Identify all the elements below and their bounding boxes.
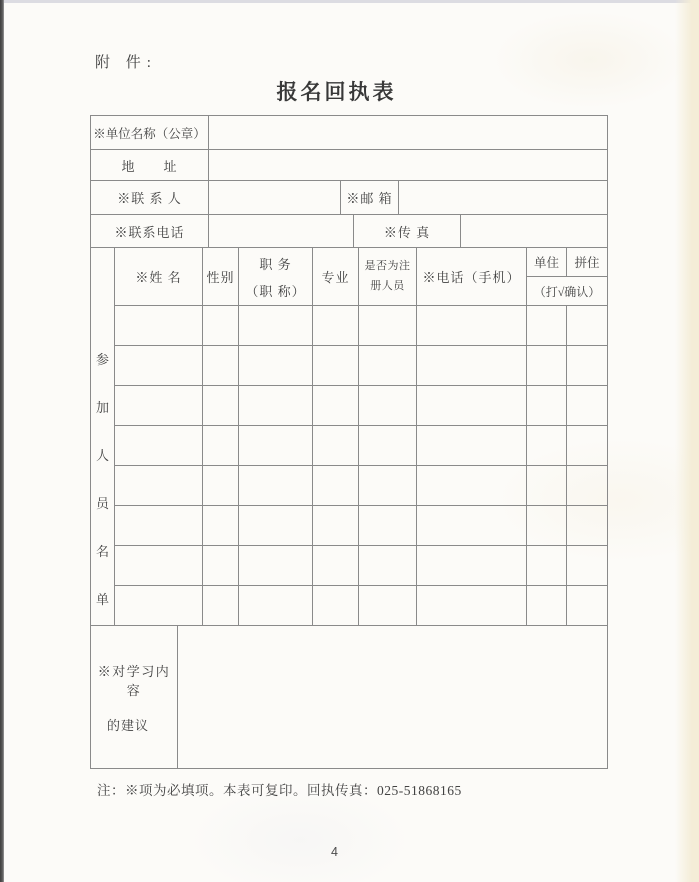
participant-name-cell <box>115 386 203 426</box>
col-header-major: 专业 <box>313 248 359 306</box>
participant-gender-cell <box>203 346 239 386</box>
participant-row <box>91 546 608 586</box>
participant-major-cell <box>313 426 359 466</box>
participant-row <box>91 506 608 546</box>
participant-row <box>91 386 608 426</box>
participant-phone-cell <box>417 346 527 386</box>
suggestion-label <box>91 626 178 769</box>
participant-single-room-cell <box>527 306 567 346</box>
participant-shared-room-cell <box>567 306 608 346</box>
address-label: 地 址 <box>91 150 209 181</box>
participant-gender-cell <box>203 586 239 626</box>
col-header-position-line2: （职 称） <box>245 283 306 299</box>
participant-position-cell <box>239 466 313 506</box>
col-header-shared-room: 拼住 <box>567 248 608 277</box>
col-header-room-confirm: （打√确认） <box>527 277 608 306</box>
col-header-registered-line1: 是否为注 <box>364 259 411 272</box>
participant-position-cell <box>239 546 313 586</box>
participant-registered-cell <box>359 346 417 386</box>
unit-name-row <box>91 116 608 150</box>
suggestion-table <box>90 625 608 769</box>
email-label: ※邮 箱 <box>341 181 399 215</box>
participant-major-cell <box>313 386 359 426</box>
participant-registered-cell <box>359 426 417 466</box>
participant-registered-cell <box>359 386 417 426</box>
participant-registered-cell <box>359 586 417 626</box>
participant-name-cell <box>115 306 203 346</box>
participants-side-cell <box>91 248 115 626</box>
phone-label: ※联系电话 <box>91 215 209 248</box>
participant-position-cell <box>239 506 313 546</box>
side-char: 员 <box>95 496 109 511</box>
unit-name-label: ※单位名称（公章） <box>91 116 209 150</box>
participant-registered-cell <box>359 546 417 586</box>
contact-row <box>91 181 608 215</box>
participant-phone-cell <box>417 546 527 586</box>
col-header-registered-line2: 册人员 <box>370 280 405 292</box>
col-header-position <box>239 248 313 306</box>
participant-gender-cell <box>203 426 239 466</box>
phone-row <box>91 215 608 248</box>
participant-row <box>91 586 608 626</box>
contact-label: ※联 系 人 <box>91 181 209 215</box>
participant-major-cell <box>313 466 359 506</box>
participants-header-row-1 <box>91 248 608 277</box>
side-char: 参 <box>95 352 109 367</box>
col-header-gender: 性别 <box>203 248 239 306</box>
participant-phone-cell <box>417 306 527 346</box>
participant-row <box>91 466 608 506</box>
side-char: 人 <box>95 448 109 463</box>
participant-phone-cell <box>417 466 527 506</box>
participant-row <box>91 426 608 466</box>
participant-position-cell <box>239 426 313 466</box>
participant-registered-cell <box>359 306 417 346</box>
participant-major-cell <box>313 586 359 626</box>
participant-registered-cell <box>359 466 417 506</box>
participant-gender-cell <box>203 306 239 346</box>
form-title: 报名回执表 <box>276 80 397 104</box>
email-value-cell <box>399 181 608 215</box>
participant-phone-cell <box>417 426 527 466</box>
side-char: 单 <box>95 592 109 607</box>
side-char: 名 <box>95 544 109 559</box>
scan-edge-right <box>675 0 699 882</box>
scan-edge-top <box>0 0 699 3</box>
participant-major-cell <box>313 346 359 386</box>
participant-single-room-cell <box>527 506 567 546</box>
participant-gender-cell <box>203 386 239 426</box>
address-row <box>91 150 608 181</box>
col-header-registered <box>359 248 417 306</box>
participant-single-room-cell <box>527 466 567 506</box>
attachment-label: 附 件: <box>95 55 157 71</box>
suggestion-row <box>91 626 608 769</box>
participant-position-cell <box>239 386 313 426</box>
contact-value-cell <box>209 181 341 215</box>
participant-position-cell <box>239 306 313 346</box>
participants-side-label <box>91 349 114 608</box>
participant-major-cell <box>313 546 359 586</box>
col-header-position-line1: 职 务 <box>259 256 292 272</box>
participant-gender-cell <box>203 546 239 586</box>
side-char: 加 <box>95 400 109 415</box>
phone-value-cell <box>209 215 354 248</box>
participant-position-cell <box>239 586 313 626</box>
page-number: 4 <box>331 845 338 859</box>
participant-row <box>91 306 608 346</box>
col-header-phone: ※电话（手机） <box>417 248 527 306</box>
participant-single-room-cell <box>527 386 567 426</box>
participant-single-room-cell <box>527 426 567 466</box>
unit-name-value-cell <box>209 116 608 150</box>
participant-phone-cell <box>417 506 527 546</box>
participant-gender-cell <box>203 506 239 546</box>
registration-form <box>90 115 607 769</box>
participant-shared-room-cell <box>567 386 608 426</box>
participant-shared-room-cell <box>567 346 608 386</box>
participant-single-room-cell <box>527 346 567 386</box>
participant-shared-room-cell <box>567 426 608 466</box>
participant-gender-cell <box>203 466 239 506</box>
col-header-name: ※姓 名 <box>115 248 203 306</box>
participant-shared-room-cell <box>567 506 608 546</box>
address-value-cell <box>209 150 608 181</box>
participant-single-room-cell <box>527 586 567 626</box>
participant-phone-cell <box>417 386 527 426</box>
scan-edge-left <box>0 0 4 882</box>
participant-single-room-cell <box>527 546 567 586</box>
participant-phone-cell <box>417 586 527 626</box>
participant-name-cell <box>115 546 203 586</box>
participant-row <box>91 346 608 386</box>
suggestion-label-line2: 的建议 <box>107 717 150 733</box>
suggestion-label-line1: ※对学习内容 <box>97 663 171 698</box>
participant-shared-room-cell <box>567 546 608 586</box>
participant-position-cell <box>239 346 313 386</box>
participant-major-cell <box>313 306 359 346</box>
participant-name-cell <box>115 426 203 466</box>
participant-name-cell <box>115 346 203 386</box>
col-header-single-room: 单住 <box>527 248 567 277</box>
participants-table <box>90 247 608 626</box>
suggestion-value-cell <box>178 626 608 769</box>
participants-body <box>91 248 608 626</box>
contact-info-table <box>90 115 608 248</box>
participant-name-cell <box>115 466 203 506</box>
participant-major-cell <box>313 506 359 546</box>
participant-shared-room-cell <box>567 466 608 506</box>
fax-label: ※传 真 <box>354 215 461 248</box>
participant-registered-cell <box>359 506 417 546</box>
fax-value-cell <box>461 215 608 248</box>
participant-name-cell <box>115 586 203 626</box>
participant-shared-room-cell <box>567 586 608 626</box>
footnote: 注：※项为必填项。本表可复印。回执传真：025-51868165 <box>97 783 462 798</box>
participant-name-cell <box>115 506 203 546</box>
